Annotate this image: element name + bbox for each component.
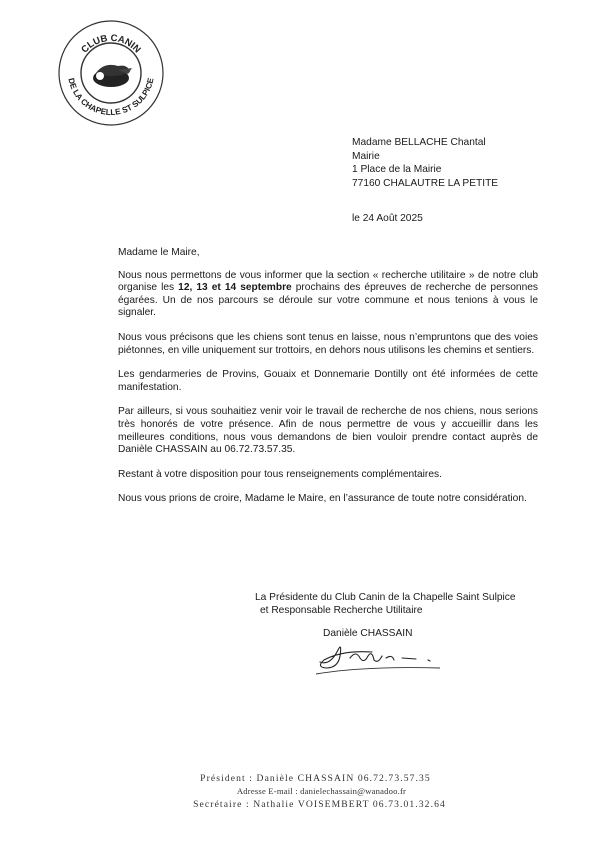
- dog-logo-icon: [93, 65, 132, 87]
- greeting: Madame le Maire,: [118, 247, 200, 258]
- paragraph-4: Par ailleurs, si vous souhaitiez venir voir le travail de recherche de nos chiens, nous serions très honorés de votre présence. Afin de nous permettre de vous y accueillir dans les meilleures conditions, nous vous demandons de bien vouloir prendre contact auprès de Danièle CHASSAIN au 06.72.73.57.35.: [118, 406, 538, 456]
- letter-body: [118, 247, 538, 518]
- paragraph-1-part-b: prochains des épreuves de recherche de personnes égarées. Un de nos parcours se déroule sur votre commune et nous tenions à vous le signaler.: [118, 282, 538, 319]
- recipient-address: [352, 136, 498, 190]
- signature-title-1: La Présidente du Club Canin de la Chapelle Saint Sulpice: [255, 592, 516, 603]
- handwritten-signature: [312, 636, 447, 678]
- paragraph-3: Les gendarmeries de Provins, Gouaix et Donnemarie Dontilly ont été informées de cette manifestation.: [118, 369, 538, 393]
- recipient-street: 1 Place de la Mairie: [352, 164, 442, 176]
- footer-email: Adresse E-mail : danielechassain@wanadoo.fr: [236, 786, 407, 796]
- paragraph-1: [118, 270, 538, 320]
- signature-block: [255, 591, 516, 617]
- letter-date: le 24 Août 2025: [352, 213, 423, 224]
- logo-top-text: CLUB CANIN: [79, 32, 143, 56]
- logo-bottom-text: DE LA CHAPELLE ST SULPICE: [66, 77, 156, 118]
- signatory-name: Danièle CHASSAIN: [323, 628, 413, 639]
- paragraph-6: Nous vous prions de croire, Madame le Maire, en l’assurance de toute notre considération.: [118, 493, 527, 505]
- paragraph-2: Nous vous précisons que les chiens sont tenus en laisse, nous n’empruntons que des voies piétonnes, en ville uniquement sur trottoirs, en dehors nous utilisons les chemins et sentiers.: [118, 331, 538, 356]
- letter-footer: [0, 772, 595, 811]
- footer-president: Président : Danièle CHASSAIN 06.72.73.57.35: [200, 773, 431, 784]
- club-logo: [56, 18, 166, 128]
- recipient-city: 77160 CHALAUTRE LA PETITE: [352, 177, 499, 189]
- event-dates: 12, 13 et 14 septembre: [178, 282, 292, 294]
- footer-secretary: Secrétaire : Nathalie VOISEMBERT 06.73.01.32.64: [193, 799, 446, 810]
- recipient-name: Madame BELLACHE Chantal: [352, 137, 486, 148]
- paragraph-1-part-a: Nous nous permettons de vous informer que la section « recherche utilitaire » de notre club organise les: [118, 269, 538, 294]
- signature-title-2: et Responsable Recherche Utilitaire: [260, 605, 423, 616]
- recipient-org: Mairie: [352, 150, 380, 162]
- paragraph-5: Restant à votre disposition pour tous renseignements complémentaires.: [118, 468, 442, 480]
